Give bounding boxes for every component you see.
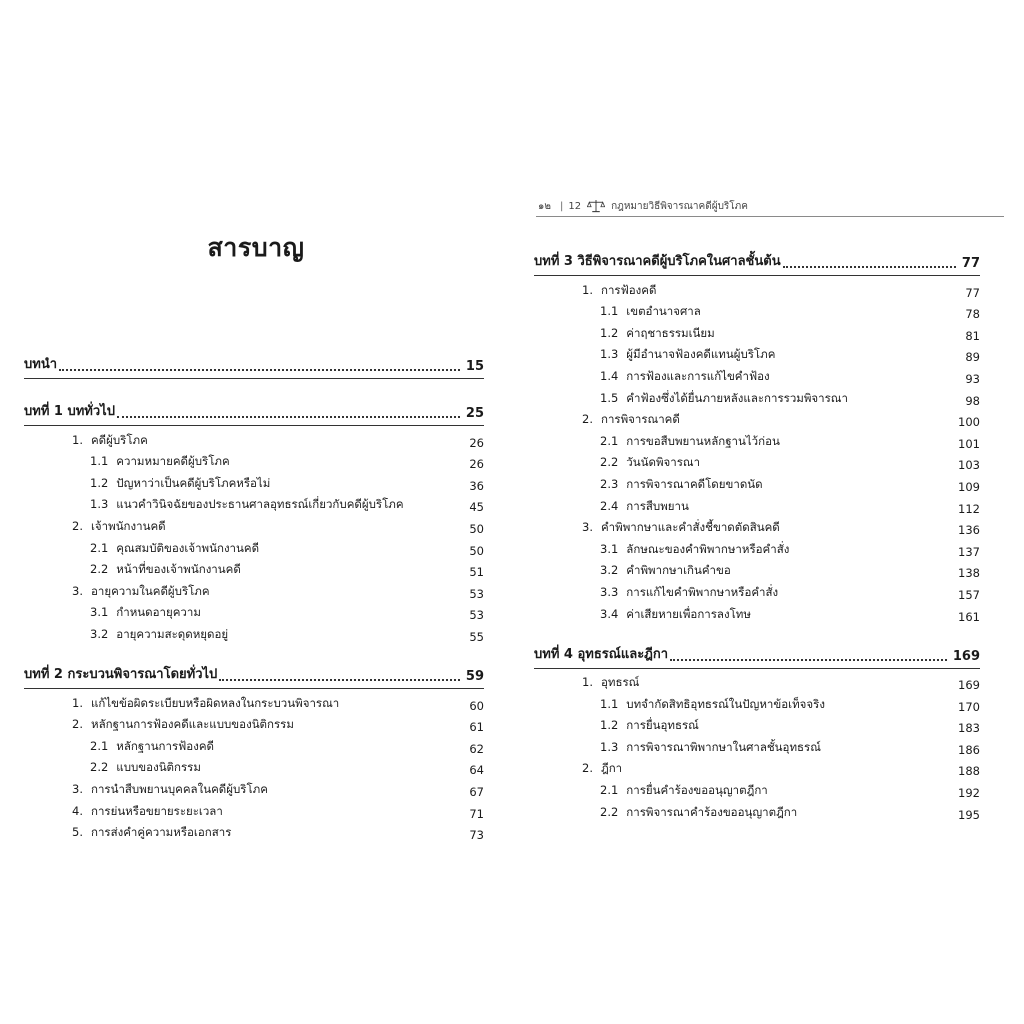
entry-title: ฎีกา (600, 761, 623, 776)
toc-subsection-entry (534, 494, 980, 516)
entry-number: 3. (72, 781, 83, 796)
entry-page-number: 103 (958, 458, 980, 473)
entry-title: หลักฐานการฟ้องคดี (116, 738, 214, 753)
entry-number: 2.1 (90, 540, 109, 555)
dot-leader (117, 416, 460, 418)
entry-title: หลักฐานการฟ้องคดีและแบบของนิติกรรม (90, 717, 294, 732)
toc-subsection-entry (534, 580, 980, 602)
dot-leader (783, 266, 956, 268)
toc-section-entry (24, 514, 484, 536)
chapter-spacer (24, 381, 484, 395)
entry-title: เจ้าพนักงานคดี (90, 518, 166, 533)
entry-number: 5. (72, 825, 83, 840)
entry-number: 1.4 (600, 368, 619, 383)
chapter-page-number: 25 (465, 406, 484, 421)
toc-chapter-entry (24, 658, 484, 684)
toc-title: สารบาญ (207, 233, 305, 262)
entry-number: 1. (72, 432, 83, 447)
entry-page-number: 137 (958, 544, 980, 559)
entry-page-number: 64 (469, 763, 484, 778)
entry-title: คุณสมบัติของเจ้าพนักงานคดี (116, 540, 260, 555)
entry-title: การขอสืบพยานหลักฐานไว้ก่อน (626, 433, 780, 448)
entry-title: คำฟ้องซึ่งได้ยื่นภายหลังและการรวมพิจารณา (626, 390, 848, 405)
entry-number: 2. (582, 412, 593, 427)
entry-page-number: 186 (958, 742, 980, 757)
entry-number: 4. (72, 803, 83, 818)
toc-subsection-entry (534, 472, 980, 494)
entry-title: การส่งคำคู่ความหรือเอกสาร (90, 825, 232, 840)
toc-subsection-entry (24, 450, 484, 472)
toc-subsection-entry (534, 429, 980, 451)
chapter-rule (24, 378, 484, 379)
entry-number: 3.2 (600, 563, 619, 578)
toc-section-entry (24, 713, 484, 735)
entry-page-number: 51 (469, 565, 484, 580)
entry-number: 3.1 (90, 605, 109, 620)
toc-subsection-entry (534, 364, 980, 386)
entry-page-number: 26 (469, 457, 484, 472)
entry-title: วันนัดพิจารณา (626, 455, 701, 470)
chapter-page-number: 77 (961, 256, 980, 271)
entry-page-number: 73 (469, 828, 484, 843)
toc-subsection-entry (534, 559, 980, 581)
entry-title: การพิจารณาคดีโดยขาดนัด (626, 476, 763, 491)
toc-subsection-entry (534, 321, 980, 343)
entry-title: แนวคำวินิจฉัยของประธานศาลอุทธรณ์เกี่ยวกับคดีผู้บริโภค (116, 497, 404, 512)
entry-title: การพิจารณาคดี (600, 412, 680, 427)
toc-subsection-entry (24, 756, 484, 778)
chapter-page-number: 59 (465, 668, 484, 684)
chapter-page-number: 169 (952, 648, 980, 664)
entry-page-number: 26 (469, 435, 484, 450)
entry-title: ค่าเสียหายเพื่อการลงโทษ (626, 606, 751, 621)
toc-section-entry (534, 278, 980, 300)
entry-number: 1.2 (600, 325, 619, 340)
dot-leader (59, 369, 460, 371)
entry-number: 1. (72, 695, 83, 710)
entry-page-number: 195 (958, 807, 980, 822)
entry-page-number: 81 (965, 328, 980, 343)
entry-title: หน้าที่ของเจ้าพนักงานคดี (116, 562, 241, 577)
chapter-spacer (24, 644, 484, 658)
entry-number: 2.4 (600, 498, 619, 513)
entry-page-number: 98 (965, 393, 980, 408)
entry-page-number: 138 (958, 566, 980, 581)
entry-number: 3. (72, 583, 83, 598)
chapter-title: บทที่ 2 กระบวนพิจารณาโดยทั่วไป (24, 666, 218, 682)
entry-number: 2.1 (90, 738, 109, 753)
entry-number: 1.2 (600, 718, 619, 733)
toc-subsection-entry (534, 386, 980, 408)
entry-number: 3.1 (600, 541, 619, 556)
entry-title: กำหนดอายุความ (116, 605, 201, 620)
entry-title: แบบของนิติกรรม (116, 760, 201, 775)
entry-page-number: 93 (965, 371, 980, 386)
entry-title: ปัญหาว่าเป็นคดีผู้บริโภคหรือไม่ (116, 475, 271, 490)
entry-page-number: 50 (469, 521, 484, 536)
toc-subsection-entry (24, 601, 484, 623)
entry-page-number: 50 (469, 543, 484, 558)
entry-number: 3.4 (600, 606, 619, 621)
entry-number: 3.3 (600, 584, 619, 599)
chapter-title: บทที่ 1 บททั่วไป (24, 404, 115, 419)
chapter-title: บทที่ 3 วิธีพิจารณาคดีผู้บริโภคในศาลชั้นต้น (534, 254, 781, 269)
toc-subsection-entry (24, 471, 484, 493)
toc-chapter-entry (24, 348, 484, 374)
entry-page-number: 169 (958, 678, 980, 693)
chapter-rule (24, 425, 484, 426)
entry-number: 1.3 (600, 347, 619, 362)
entry-number: 1.1 (600, 696, 619, 711)
entry-page-number: 53 (469, 608, 484, 623)
entry-title: คดีผู้บริโภค (90, 432, 148, 447)
page-number: 12 (568, 200, 582, 212)
toc-subsection-entry (534, 692, 980, 714)
left-toc-list (24, 348, 484, 842)
toc-chapter-entry (24, 395, 484, 421)
entry-page-number: 192 (958, 786, 980, 801)
entry-number: 3.2 (90, 626, 109, 641)
entry-title: การยื่นคำร้องขออนุญาตฎีกา (626, 783, 768, 798)
entry-title: การนำสืบพยานบุคคลในคดีผู้บริโภค (90, 781, 268, 796)
entry-page-number: 101 (958, 436, 980, 451)
entry-page-number: 157 (958, 587, 980, 602)
entry-number: 2.2 (600, 455, 619, 470)
book-title: กฎหมายวิธีพิจารณาคดีผู้บริโภค (611, 200, 748, 212)
entry-title: การสืบพยาน (626, 498, 689, 513)
entry-page-number: 161 (958, 609, 980, 624)
entry-title: การพิจารณาคำร้องขออนุญาตฎีกา (626, 804, 798, 819)
entry-page-number: 71 (469, 806, 484, 821)
toc-subsection-entry (534, 300, 980, 322)
entry-number: 2. (582, 761, 593, 776)
entry-page-number: 78 (965, 307, 980, 322)
toc-section-entry (24, 579, 484, 601)
chapter-page-number: 15 (465, 359, 484, 374)
thai-page-number: ๑๒ (538, 200, 551, 212)
toc-subsection-entry (534, 343, 980, 365)
entry-title: เขตอำนาจศาล (626, 304, 701, 319)
toc-subsection-entry (534, 451, 980, 473)
entry-title: คำพิพากษาเกินคำขอ (626, 563, 731, 578)
entry-page-number: 61 (469, 720, 484, 735)
entry-number: 2. (72, 717, 83, 732)
toc-section-entry (534, 408, 980, 430)
chapter-rule (24, 688, 484, 689)
entry-number: 1.3 (90, 497, 109, 512)
entry-page-number: 53 (469, 586, 484, 601)
entry-page-number: 188 (958, 764, 980, 779)
dot-leader (670, 659, 947, 661)
entry-page-number: 36 (469, 478, 484, 493)
entry-title: การแก้ไขคำพิพากษาหรือคำสั่ง (626, 584, 779, 599)
toc-chapter-entry (534, 245, 980, 271)
entry-page-number: 62 (469, 741, 484, 756)
entry-title: อายุความในคดีผู้บริโภค (90, 583, 210, 598)
toc-section-entry (24, 691, 484, 713)
entry-page-number: 100 (958, 415, 980, 430)
entry-page-number: 77 (965, 285, 980, 300)
toc-section-entry (24, 428, 484, 450)
toc-subsection-entry (24, 622, 484, 644)
toc-subsection-entry (534, 714, 980, 736)
entry-number: 1.1 (90, 454, 109, 469)
entry-number: 1. (582, 282, 593, 297)
entry-title: อายุความสะดุดหยุดอยู่ (116, 626, 229, 641)
right-toc-list (534, 245, 980, 822)
entry-page-number: 170 (958, 699, 980, 714)
entry-number: 1.3 (600, 739, 619, 754)
entry-page-number: 183 (958, 721, 980, 736)
running-header (538, 196, 998, 216)
toc-subsection-entry (534, 602, 980, 624)
toc-subsection-entry (24, 558, 484, 580)
chapter-rule (534, 275, 980, 276)
toc-section-entry (534, 757, 980, 779)
toc-section-entry (24, 799, 484, 821)
entry-number: 1.2 (90, 475, 109, 490)
scales-of-justice-icon (587, 199, 605, 213)
entry-title: ความหมายคดีผู้บริโภค (116, 454, 230, 469)
entry-page-number: 112 (958, 501, 980, 516)
entry-title: ลักษณะของคำพิพากษาหรือคำสั่ง (626, 541, 790, 556)
dot-leader (219, 679, 460, 681)
header-separator: | (559, 200, 564, 212)
entry-title: การยื่นอุทธรณ์ (626, 718, 699, 733)
entry-title: การฟ้องคดี (600, 282, 657, 297)
entry-number: 2.2 (90, 562, 109, 577)
entry-page-number: 55 (469, 629, 484, 644)
toc-chapter-entry (534, 638, 980, 664)
right-page (512, 0, 1024, 1024)
entry-title: การพิจารณาพิพากษาในศาลชั้นอุทธรณ์ (626, 739, 821, 754)
entry-number: 2.1 (600, 783, 619, 798)
entry-page-number: 45 (469, 500, 484, 515)
chapter-title: บทนำ (24, 357, 58, 372)
entry-number: 2. (72, 518, 83, 533)
entry-number: 1.5 (600, 390, 619, 405)
entry-number: 2.1 (600, 433, 619, 448)
entry-title: บทจำกัดสิทธิอุทธรณ์ในปัญหาข้อเท็จจริง (626, 696, 825, 711)
chapter-spacer (534, 624, 980, 638)
entry-title: คำพิพากษาและคำสั่งชี้ขาดตัดสินคดี (600, 520, 780, 535)
entry-page-number: 67 (469, 784, 484, 799)
entry-title: การย่นหรือขยายระยะเวลา (90, 803, 223, 818)
entry-number: 2.3 (600, 476, 619, 491)
entry-page-number: 60 (469, 698, 484, 713)
toc-subsection-entry (534, 537, 980, 559)
entry-number: 2.2 (90, 760, 109, 775)
toc-subsection-entry (534, 778, 980, 800)
chapter-rule (534, 668, 980, 669)
entry-title: การฟ้องและการแก้ไขคำฟ้อง (626, 368, 770, 383)
entry-title: อุทธรณ์ (600, 675, 640, 690)
entry-number: 1.1 (600, 304, 619, 319)
entry-number: 2.2 (600, 804, 619, 819)
toc-section-entry (534, 516, 980, 538)
entry-page-number: 109 (958, 479, 980, 494)
toc-subsection-entry (24, 536, 484, 558)
toc-section-entry (24, 821, 484, 843)
toc-subsection-entry (534, 800, 980, 822)
toc-subsection-entry (24, 734, 484, 756)
toc-subsection-entry (24, 493, 484, 515)
entry-number: 3. (582, 520, 593, 535)
entry-page-number: 89 (965, 350, 980, 365)
entry-title: แก้ไขข้อผิดระเบียบหรือผิดหลงในกระบวนพิจารณา (90, 695, 340, 710)
entry-number: 1. (582, 675, 593, 690)
toc-subsection-entry (534, 735, 980, 757)
toc-section-entry (534, 671, 980, 693)
entry-title: ผู้มีอำนาจฟ้องคดีแทนผู้บริโภค (626, 347, 776, 362)
header-rule (536, 216, 1004, 217)
toc-section-entry (24, 777, 484, 799)
chapter-title: บทที่ 4 อุทธรณ์และฎีกา (534, 646, 669, 662)
entry-title: ค่าฤชาธรรมเนียม (626, 325, 715, 340)
entry-page-number: 136 (958, 523, 980, 538)
